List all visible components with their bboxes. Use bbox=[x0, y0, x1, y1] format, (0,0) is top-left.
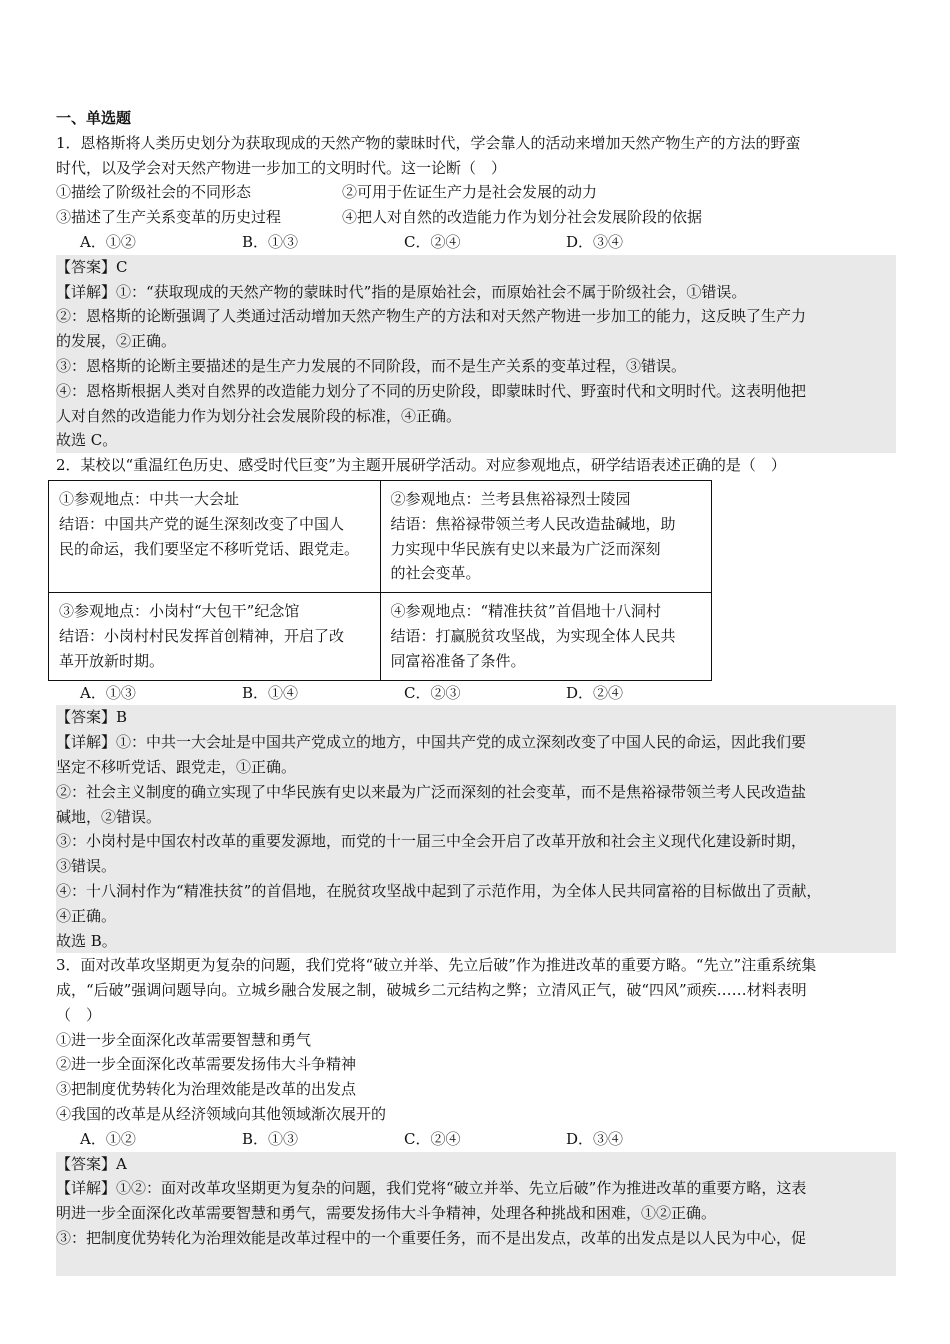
answer-label: 【答案】C bbox=[56, 257, 128, 276]
explanation-line: ③：恩格斯的论断主要描述的是生产力发展的不同阶段，而不是生产关系的变革过程，③错误。 bbox=[56, 356, 687, 375]
explanation-line: 的发展，②正确。 bbox=[56, 332, 177, 351]
statement-4: ④把人对自然的改造能力作为划分社会发展阶段的依据 bbox=[342, 208, 703, 227]
statement-1: ①描绘了阶级社会的不同形态 bbox=[56, 183, 252, 202]
option-a: A．①② bbox=[80, 1129, 136, 1148]
explanation-line: ③：把制度优势转化为治理效能是改革过程中的一个重要任务，而不是出发点，改革的出发点是以人民为中心，促 bbox=[56, 1229, 807, 1248]
question-stem: 3．面对改革攻坚期更为复杂的问题，我们党将“破立并举、先立后破”作为推进改革的重要方略。“先立”注重系统集 bbox=[56, 956, 817, 975]
explanation-line: ④正确。 bbox=[56, 906, 117, 925]
statement-3: ③把制度优势转化为治理效能是改革的出发点 bbox=[56, 1080, 357, 1099]
conclusion: 故选 B。 bbox=[56, 931, 117, 950]
question-3 bbox=[56, 953, 896, 1275]
question-stem: （ ） bbox=[56, 1005, 102, 1024]
table-cell bbox=[49, 593, 381, 680]
statement-1: ①进一步全面深化改革需要智慧和勇气 bbox=[56, 1030, 312, 1049]
conclusion: 故选 C。 bbox=[56, 431, 118, 450]
explanation-line: ②：恩格斯的论断强调了人类通过活动增加天然产物生产的方法和对天然产物进一步加工的能力，这反映了生产力 bbox=[56, 307, 807, 326]
option-b: B．①④ bbox=[242, 683, 299, 702]
explanation-line: ④：十八洞村作为“精准扶贫”的首倡地，在脱贫攻坚战中起到了示范作用，为全体人民共同富裕的目标做出了贡献， bbox=[56, 881, 822, 900]
explanation-line: 【详解】①②：面对改革攻坚期更为复杂的问题，我们党将“破立并举、先立后破”作为推进改革的重要方略，这表 bbox=[56, 1179, 807, 1198]
statement-2: ②进一步全面深化改革需要发扬伟大斗争精神 bbox=[56, 1055, 357, 1074]
explanation-line: ③错误。 bbox=[56, 857, 117, 876]
option-c: C．②④ bbox=[404, 1129, 461, 1148]
question-stem: 时代，以及学会对天然产物进一步加工的文明时代。这一论断（ ） bbox=[56, 158, 507, 177]
cell-line: 结语：中国共产党的诞生深刻改变了中国人 bbox=[59, 514, 345, 533]
cell-line: ④参观地点：“精准扶贫”首倡地十八洞村 bbox=[390, 602, 661, 621]
cell-line: 力实现中华民族有史以来最为广泛而深刻 bbox=[390, 539, 661, 558]
statement-2: ②可用于佐证生产力是社会发展的动力 bbox=[342, 183, 598, 202]
cell-line: ②参观地点：兰考县焦裕禄烈士陵园 bbox=[390, 489, 631, 508]
section-title: 一、单选题 bbox=[56, 109, 132, 127]
option-c: C．②③ bbox=[404, 683, 461, 702]
statement-row bbox=[56, 180, 896, 205]
table-cell bbox=[380, 480, 712, 592]
option-d: D．③④ bbox=[566, 232, 624, 251]
answer-explanation bbox=[56, 705, 896, 953]
explanation-line: 明进一步全面深化改革需要智慧和勇气，需要发扬伟大斗争精神，处理各种挑战和困难，①②正确。 bbox=[56, 1204, 717, 1223]
explanation-line: 碱地，②错误。 bbox=[56, 807, 162, 826]
cell-line: 结语：小岗村村民发挥首创精神，开启了改 bbox=[59, 626, 345, 645]
table-row bbox=[49, 480, 712, 592]
visit-table bbox=[48, 480, 712, 681]
statement-4: ④我国的改革是从经济领域向其他领域渐次展开的 bbox=[56, 1105, 387, 1124]
option-c: C．②④ bbox=[404, 232, 461, 251]
table-row bbox=[49, 593, 712, 680]
answer-options bbox=[56, 681, 896, 706]
explanation-line: 【详解】①：中共一大会址是中国共产党成立的地方，中国共产党的成立深刻改变了中国人民的命运，因此我们要 bbox=[56, 733, 807, 752]
cell-line: 民的命运，我们要坚定不移听党话、跟党走。 bbox=[59, 539, 360, 558]
cell-line: 结语：打赢脱贫攻坚战，为实现全体人民共 bbox=[390, 626, 676, 645]
question-stem: 成，“后破”强调问题导向。立城乡融合发展之制，破城乡二元结构之弊；立清风正气，破“四风”顽疾……材料表明 bbox=[56, 981, 807, 1000]
explanation-line: 坚定不移听党话、跟党走，①正确。 bbox=[56, 757, 297, 776]
cell-line: 的社会变革。 bbox=[390, 564, 481, 583]
cell-line: ①参观地点：中共一大会址 bbox=[59, 489, 240, 508]
explanation-line bbox=[56, 1251, 896, 1276]
explanation-line: ②：社会主义制度的确立实现了中华民族有史以来最为广泛而深刻的社会变革，而不是焦裕禄带领兰考人民改造盐 bbox=[56, 782, 807, 801]
option-d: D．③④ bbox=[566, 1129, 624, 1148]
answer-explanation bbox=[56, 255, 896, 453]
explanation-line: ③：小岗村是中国农村改革的重要发源地，而党的十一届三中全会开启了改革开放和社会主义现代化建设新时期， bbox=[56, 832, 807, 851]
explanation-line: ④：恩格斯根据人类对自然界的改造能力划分了不同的历史阶段，即蒙昧时代、野蛮时代和文明时代。这表明他把 bbox=[56, 381, 807, 400]
answer-options bbox=[56, 230, 896, 255]
option-b: B．①③ bbox=[242, 1129, 299, 1148]
option-b: B．①③ bbox=[242, 232, 299, 251]
table-cell bbox=[380, 593, 712, 680]
cell-line: 结语：焦裕禄带领兰考人民改造盐碱地，助 bbox=[390, 514, 676, 533]
statement-3: ③描述了生产关系变革的历史过程 bbox=[56, 208, 282, 227]
question-stem: 1．恩格斯将人类历史划分为获取现成的天然产物的蒙昧时代，学会靠人的活动来增加天然产物生产的方法的野蛮 bbox=[56, 133, 801, 152]
option-a: A．①② bbox=[80, 232, 136, 251]
document-page bbox=[56, 106, 896, 1276]
question-stem: 2．某校以“重温红色历史、感受时代巨变”为主题开展研学活动。对应参观地点，研学结语表述正确的是（ ） bbox=[56, 456, 786, 475]
question-2 bbox=[56, 453, 896, 953]
question-1 bbox=[56, 131, 896, 453]
cell-line: ③参观地点：小岗村“大包干”纪念馆 bbox=[59, 602, 300, 621]
table-cell bbox=[49, 480, 381, 592]
answer-label: 【答案】B bbox=[56, 708, 128, 727]
explanation-line: 人对自然的改造能力作为划分社会发展阶段的标准，④正确。 bbox=[56, 406, 462, 425]
option-d: D．②④ bbox=[566, 683, 624, 702]
answer-label: 【答案】A bbox=[56, 1154, 127, 1173]
answer-explanation bbox=[56, 1152, 896, 1276]
answer-options bbox=[56, 1127, 896, 1152]
option-a: A．①③ bbox=[80, 683, 136, 702]
statement-row bbox=[56, 205, 896, 230]
explanation-line: 【详解】①：“获取现成的天然产物的蒙昧时代”指的是原始社会，而原始社会不属于阶级社会，①错误。 bbox=[56, 282, 747, 301]
cell-line: 同富裕准备了条件。 bbox=[390, 651, 526, 670]
cell-line: 革开放新时期。 bbox=[59, 651, 165, 670]
